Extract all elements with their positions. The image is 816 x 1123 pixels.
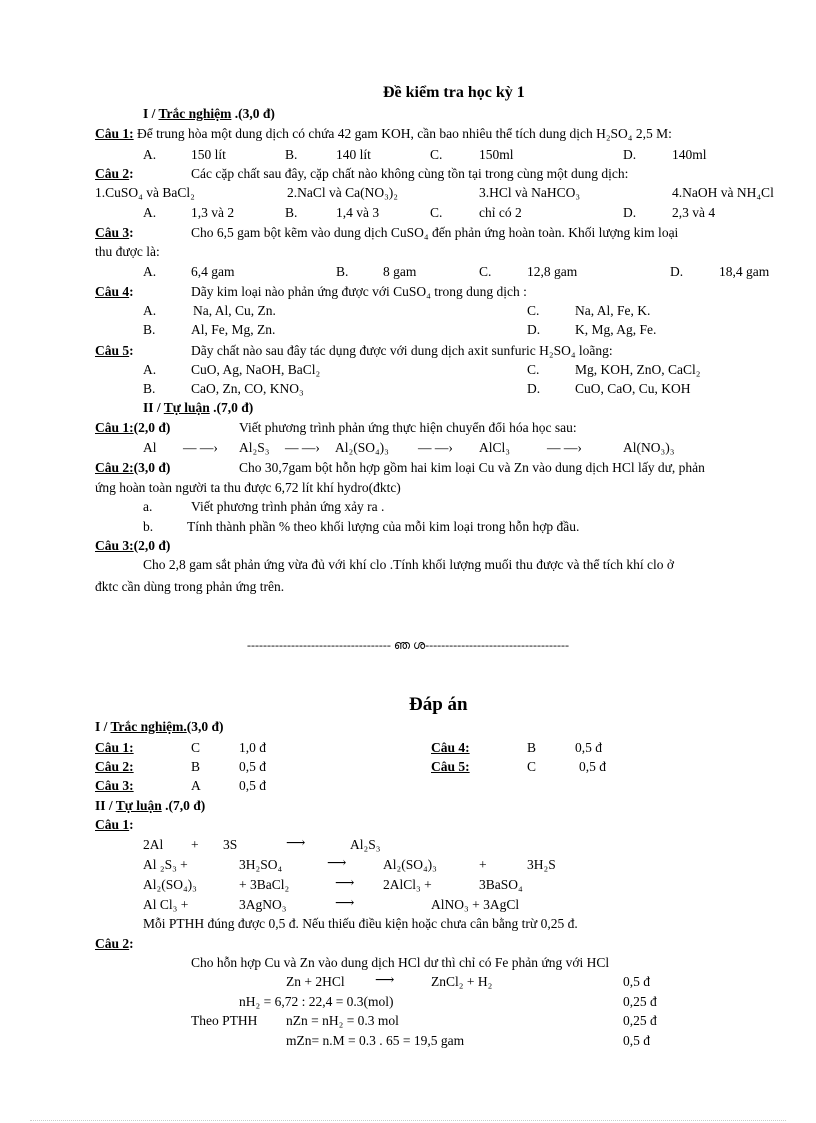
ans-q3-label: Câu 3:: [95, 778, 134, 793]
chain-arrow: — —›: [547, 440, 582, 455]
ans-c2-theo: Theo PTHH: [191, 1013, 258, 1028]
ans-q4-points: 0,5 đ: [575, 740, 602, 755]
ans-c2-line5: mZn= n.M = 0.3 . 65 = 19,5 gam: [286, 1033, 465, 1048]
q2-opt-d-label: D.: [623, 205, 637, 220]
t3-text-2: đktc cần dùng trong phản ứng trên.: [95, 579, 285, 594]
q2-pair-2: 2.NaCl và Ca(NO₃)₂: [287, 185, 399, 200]
ans-c1-note: Mỗi PTHH đúng được 0,5 đ. Nếu thiếu điều kiện hoặc chưa cân bằng trừ 0,25 đ.: [143, 916, 578, 931]
q2-opt-b: 1,4 và 3: [336, 205, 380, 220]
q3-opt-d: 18,4 gam: [719, 264, 770, 279]
ans-q2-points: 0,5 đ: [239, 759, 266, 774]
ans-q3-answer: A: [191, 778, 201, 793]
q4-opt-c: Na, Al, Fe, K.: [575, 303, 651, 318]
t2-a-label: a.: [143, 499, 153, 514]
ans-c2-label: Câu 2:: [95, 936, 134, 951]
chain-arrow: — —›: [285, 440, 320, 455]
q1-opt-c: 150ml: [479, 147, 514, 162]
ans-q4-label: Câu 4:: [431, 740, 470, 755]
q1-opt-d: 140ml: [672, 147, 707, 162]
chain-item: Al₂(SO₄)₃: [335, 440, 389, 455]
q4-opt-c-label: C.: [527, 303, 540, 318]
q5-opt-b: CaO, Zn, CO, KNO₃: [191, 381, 304, 396]
eq-term: +: [191, 837, 199, 852]
section-separator: ------------------------------------ ഞ ശ------------------------------------: [247, 638, 569, 652]
t2-b-label: b.: [143, 519, 154, 534]
part2-heading: II / Tự luận .(7,0 đ): [143, 400, 254, 415]
q4-opt-b: Al, Fe, Mg, Zn.: [191, 322, 276, 337]
q4-text: Dãy kim loại nào phản ứng được với CuSO₄ trong dung dịch :: [191, 284, 527, 299]
points: 0,5 đ: [623, 1033, 650, 1048]
reaction-arrow-icon: ⟶: [335, 895, 355, 910]
q3-opt-c: 12,8 gam: [527, 264, 578, 279]
q2-opt-a-label: A.: [143, 205, 157, 220]
reaction-arrow-icon: ⟶: [335, 875, 355, 890]
q4-opt-a: Na, Al, Cu, Zn.: [193, 303, 276, 318]
ans-q1-label: Câu 1:: [95, 740, 134, 755]
chain-item: Al₂S₃: [239, 440, 270, 455]
points: 0,25 đ: [623, 994, 657, 1009]
ans-q2-answer: B: [191, 759, 201, 774]
q4-opt-d: K, Mg, Ag, Fe.: [575, 322, 657, 337]
chain-arrow: — —›: [418, 440, 453, 455]
q1-opt-a: 150 lít: [191, 147, 226, 162]
q2-opt-d: 2,3 và 4: [672, 205, 716, 220]
eq-term: +: [479, 857, 487, 872]
eq-term: 3BaSO₄: [479, 877, 523, 892]
points: 0,5 đ: [623, 974, 650, 989]
chain-item: Al(NO₃)₃: [623, 440, 675, 455]
q3-label: Câu 3:: [95, 225, 134, 240]
ans-q5-points: 0,5 đ: [579, 759, 606, 774]
eq-term: + 3BaCl₂: [239, 877, 290, 892]
ans-q5-answer: C: [527, 759, 537, 774]
q3-text-2: thu được là:: [95, 244, 160, 259]
ans-c1-label: Câu 1:: [95, 817, 134, 832]
ans-q4-answer: B: [527, 740, 537, 755]
q5-opt-a-label: A.: [143, 362, 157, 377]
ans-q2-label: Câu 2:: [95, 759, 134, 774]
eq-term: Al₂(SO₄)₃: [143, 877, 197, 892]
ans-q1-points: 1,0 đ: [239, 740, 266, 755]
eq-term: 3AgNO₃: [239, 897, 287, 912]
eq-term: 3S: [223, 837, 238, 852]
t2-b: Tính thành phần % theo khối lượng của mỗi kim loại trong hỗn hợp đầu.: [187, 519, 580, 534]
q1-opt-b: 140 lít: [336, 147, 371, 162]
t3-label: Câu 3:(2,0 đ): [95, 538, 171, 553]
t1-text: Viết phương trình phản ứng thực hiện chuyển đổi hóa học sau:: [239, 420, 577, 435]
t2-a: Viết phương trình phản ứng xảy ra .: [191, 499, 385, 514]
eq-term: 2AlCl₃ +: [383, 877, 432, 892]
q2-opt-a: 1,3 và 2: [191, 205, 235, 220]
points: 0,25 đ: [623, 1013, 657, 1028]
t1-label: Câu 1:(2,0 đ): [95, 420, 171, 435]
q2-opt-c: chỉ có 2: [479, 205, 522, 220]
ans-c2-line4: nZn = nH₂ = 0.3 mol: [286, 1013, 399, 1028]
ans-c2-line3: nH₂ = 6,72 : 22,4 = 0.3(mol): [239, 994, 394, 1009]
ans-c2-line1: Cho hỗn hợp Cu và Zn vào dung dịch HCl dư thì chỉ có Fe phản ứng với HCl: [191, 955, 610, 970]
eq-term: Al₂(SO₄)₃: [383, 857, 437, 872]
q3-opt-d-label: D.: [670, 264, 684, 279]
q5-opt-d: CuO, CaO, Cu, KOH: [575, 381, 691, 396]
t2-text-2: ứng hoàn toàn người ta thu được 6,72 lít khí hydro(đktc): [95, 480, 401, 495]
q1-opt-c-label: C.: [430, 147, 443, 162]
q3-opt-b: 8 gam: [383, 264, 417, 279]
ans-q5-label: Câu 5:: [431, 759, 470, 774]
q4-label: Câu 4:: [95, 284, 134, 299]
q3-text: Cho 6,5 gam bột kẽm vào dung dịch CuSO₄ đến phản ứng hoàn toàn. Khối lượng kim loại: [191, 225, 679, 240]
t3-text: Cho 2,8 gam sắt phản ứng vừa đủ với khí clo .Tính khối lượng muối thu được và thể tích khí clo ở: [143, 557, 675, 572]
q1-opt-b-label: B.: [285, 147, 298, 162]
q5-opt-b-label: B.: [143, 381, 156, 396]
q2-label: Câu 2:: [95, 166, 134, 181]
q5-opt-c-label: C.: [527, 362, 540, 377]
chain-arrow: — —›: [183, 440, 218, 455]
q2-opt-c-label: C.: [430, 205, 443, 220]
q2-opt-b-label: B.: [285, 205, 298, 220]
q1-opt-d-label: D.: [623, 147, 637, 162]
chain-item: AlCl₃: [479, 440, 510, 455]
eq-term: AlNO₃ + 3AgCl: [431, 897, 520, 912]
eq-term: 3H₂S: [527, 857, 556, 872]
answer-part1-heading: I / Trắc nghiệm.(3,0 đ): [95, 719, 224, 734]
q2-pair-3: 3.HCl và NaHCO₃: [479, 185, 581, 200]
q5-label: Câu 5:: [95, 343, 134, 358]
q4-opt-b-label: B.: [143, 322, 156, 337]
answer-title: Đáp án: [409, 694, 468, 715]
page-bottom-border: [30, 1120, 786, 1121]
ans-q3-points: 0,5 đ: [239, 778, 266, 793]
eq-term: Al₂S₃: [350, 837, 381, 852]
q5-opt-c: Mg, KOH, ZnO, CaCl₂: [575, 362, 701, 377]
q3-opt-c-label: C.: [479, 264, 492, 279]
eq-term: Zn + 2HCl: [286, 974, 345, 989]
reaction-arrow-icon: ⟶: [286, 835, 306, 850]
q3-opt-b-label: B.: [336, 264, 349, 279]
reaction-arrow-icon: ⟶: [327, 855, 347, 870]
q4-opt-d-label: D.: [527, 322, 541, 337]
eq-term: Al Cl₃ +: [143, 897, 189, 912]
eq-term: ZnCl₂ + H₂: [431, 974, 493, 989]
t2-text: Cho 30,7gam bột hỗn hợp gồm hai kim loại Cu và Zn vào dung dịch HCl lấy dư, phản: [239, 460, 705, 475]
eq-term: Al ₂S₃ +: [143, 857, 188, 872]
exam-title: Đề kiểm tra học kỳ 1: [383, 84, 525, 101]
chain-item: Al: [143, 440, 157, 455]
q5-text: Dãy chất nào sau đây tác dụng được với dung dịch axit sunfuric H₂SO₄ loãng:: [191, 343, 613, 358]
q1-label: Câu 1:: [95, 126, 134, 141]
reaction-arrow-icon: ⟶: [375, 972, 395, 987]
q2-text: Các cặp chất sau đây, cặp chất nào không cùng tồn tại trong cùng một dung dịch:: [191, 166, 629, 181]
eq-term: 2Al: [143, 837, 164, 852]
q3-opt-a: 6,4 gam: [191, 264, 235, 279]
q3-opt-a-label: A.: [143, 264, 157, 279]
answer-part2-heading: II / Tự luận .(7,0 đ): [95, 798, 206, 813]
q2-pair-1: 1.CuSO₄ và BaCl₂: [95, 185, 195, 200]
q1-opt-a-label: A.: [143, 147, 157, 162]
q4-opt-a-label: A.: [143, 303, 157, 318]
t2-label: Câu 2:(3,0 đ): [95, 460, 171, 475]
q1-line: Câu 1: Để trung hòa một dung dịch có chứa 42 gam KOH, cần bao nhiêu thể tích dung dịch H₂SO₄ 2,5 M:: [95, 126, 672, 141]
q5-opt-d-label: D.: [527, 381, 541, 396]
q2-pair-4: 4.NaOH và NH₄Cl: [672, 185, 774, 200]
ans-q1-answer: C: [191, 740, 201, 755]
q5-opt-a: CuO, Ag, NaOH, BaCl₂: [191, 362, 321, 377]
part1-heading: I / Trắc nghiệm .(3,0 đ): [143, 106, 275, 121]
eq-term: 3H₂SO₄: [239, 857, 283, 872]
